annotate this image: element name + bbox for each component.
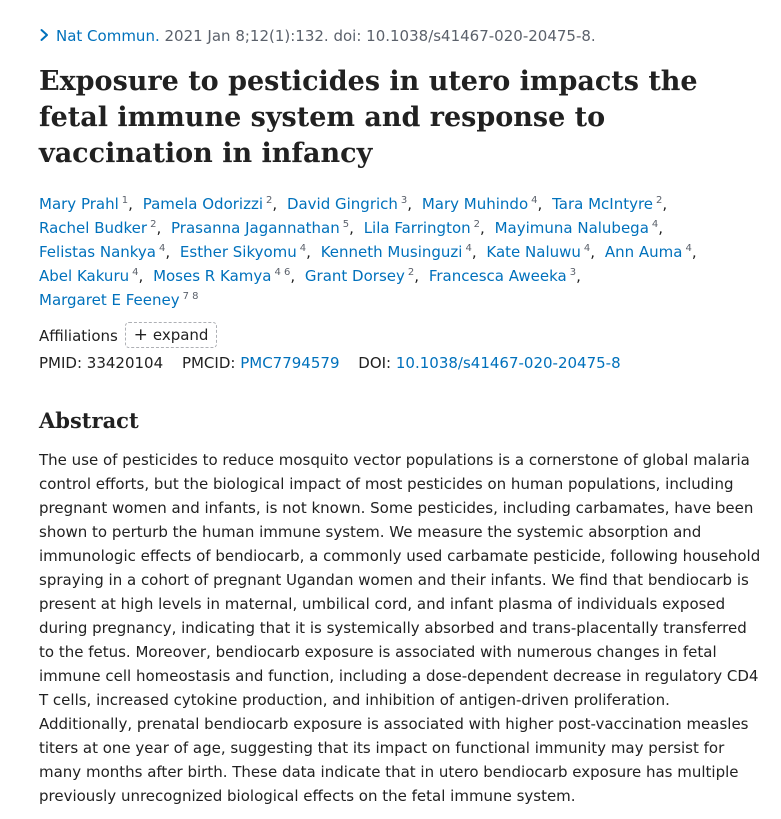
author [287, 195, 417, 213]
author-affiliation-ref[interactable]: 4 [465, 243, 472, 254]
author-separator: , [272, 195, 278, 213]
author-separator: , [306, 243, 311, 261]
author [486, 243, 600, 261]
author-separator: , [349, 219, 354, 237]
author-link[interactable]: Prasanna Jagannathan [171, 219, 340, 237]
author-separator: , [414, 267, 420, 285]
author [321, 243, 482, 261]
author-link[interactable]: Francesca Aweeka [428, 267, 567, 285]
author [429, 267, 586, 285]
author-affiliation-ref[interactable]: 2 [407, 267, 415, 278]
affiliations-row [39, 322, 217, 350]
author-affiliation-ref[interactable]: 5 [342, 219, 350, 230]
journal-link[interactable]: Nat Commun. [56, 27, 160, 45]
identifiers-row [39, 352, 621, 374]
author-link[interactable]: Abel Kakuru [39, 267, 130, 285]
citation-line [39, 26, 769, 46]
pmid-label: PMID: [39, 354, 83, 372]
author-separator: , [480, 219, 485, 237]
article-title: Exposure to pesticides in utero impacts the fetal immune system and response to vaccination in infancy [39, 66, 698, 169]
author-separator: , [138, 267, 144, 285]
doi-group [358, 354, 620, 372]
author-affiliation-ref[interactable]: 4 [132, 267, 139, 278]
author-link[interactable]: Lila Farrington [363, 219, 471, 237]
author-separator: , [658, 219, 664, 237]
author-affiliation-ref[interactable]: 4 6 [274, 267, 291, 278]
author-link[interactable]: Margaret E Feeney [39, 291, 180, 309]
author-affiliation-ref[interactable]: 3 [569, 267, 577, 278]
author [364, 219, 490, 237]
author [180, 243, 316, 261]
author-affiliation-ref[interactable]: 3 [400, 195, 408, 206]
doi-label: DOI: [358, 354, 392, 372]
author-separator: , [590, 243, 596, 261]
author-affiliation-ref[interactable]: 2 [266, 195, 273, 206]
author [39, 195, 138, 213]
author [153, 267, 300, 285]
author-separator: , [576, 267, 581, 285]
pmcid-link[interactable]: PMC7794579 [240, 354, 340, 372]
citation-details: 2021 Jan 8;12(1):132. doi: 10.1038/s41467-020-20475-8. [159, 27, 596, 45]
author-link[interactable]: Tara McIntyre [552, 195, 654, 213]
author-separator: , [407, 195, 413, 213]
author-link[interactable]: Mary Muhindo [421, 195, 529, 213]
author-link[interactable]: Esther Sikyomu [179, 243, 297, 261]
author-link[interactable]: Kenneth Musinguzi [320, 243, 463, 261]
author-separator: , [471, 243, 477, 261]
author-affiliation-ref[interactable]: 2 [473, 219, 481, 230]
author-separator: , [290, 267, 296, 285]
author-link[interactable]: David Gingrich [286, 195, 398, 213]
author-link[interactable]: Mary Prahl [39, 195, 119, 213]
author-link[interactable]: Pamela Odorizzi [142, 195, 263, 213]
author-link[interactable]: Ann Auma [604, 243, 683, 261]
author [39, 219, 166, 237]
abstract-heading: Abstract [39, 408, 139, 433]
author-affiliation-ref[interactable]: 4 [685, 243, 692, 254]
author-affiliation-ref[interactable]: 4 [299, 243, 307, 254]
author [552, 195, 672, 213]
author-link[interactable]: Moses R Kamya [153, 267, 272, 285]
author [143, 195, 282, 213]
author-separator: , [128, 195, 133, 213]
author-link[interactable]: Felistas Nankya [39, 243, 156, 261]
author-link[interactable]: Kate Naluwu [486, 243, 581, 261]
author [305, 267, 424, 285]
author-affiliation-ref[interactable]: 4 [158, 243, 166, 254]
authors-list [39, 192, 739, 312]
pmcid-label: PMCID: [181, 354, 236, 372]
author [39, 267, 148, 285]
author [171, 219, 359, 237]
author [39, 291, 199, 309]
expand-label: expand [152, 326, 209, 344]
author-affiliation-ref[interactable]: 2 [150, 219, 157, 230]
pmid-group [39, 354, 163, 372]
author-separator: , [537, 195, 543, 213]
affiliations-label: Affiliations [39, 327, 118, 345]
chevron-right-icon[interactable] [39, 28, 50, 42]
author [495, 219, 668, 237]
author-separator: , [165, 243, 171, 261]
plus-icon: + [133, 325, 148, 345]
author [422, 195, 547, 213]
author-affiliation-ref[interactable]: 4 [583, 243, 591, 254]
author-separator: , [156, 219, 162, 237]
pmcid-group [182, 354, 340, 372]
author-affiliation-ref[interactable]: 1 [121, 195, 129, 206]
author-link[interactable]: Grant Dorsey [304, 267, 405, 285]
author-link[interactable]: Rachel Budker [39, 219, 148, 237]
abstract-text: The use of pesticides to reduce mosquito vector populations is a cornerstone of global malaria control efforts, but the biological impact of most pesticides on human populations, including pregnant women and infants, is not known. Some pesticides, including carbamates, have been shown to perturb the human immune system. We measure the systemic absorption and immunologic effects of bendiocarb, a commonly used carbamate pesticide, following household spraying in a cohort of pregnant Ugandan women and their infants. We find that bendiocarb is present at high levels in maternal, umbilical cord, and infant plasma of individuals exposed during pregnancy, indicating that it is systemically absorbed and trans-placentally transferred to the fetus. Moreover, bendiocarb exposure is associated with numerous changes in fetal immune cell homeostasis and function, including a dose-dependent decrease in regulatory CD4 T cells, increased cytokine production, and inhibition of antigen-driven proliferation. Additionally, prenatal bendiocarb exposure is associated with higher post-vaccination measles titers at one year of age, suggesting that its impact on functional immunity may persist for many months after birth. These data indicate that in utero bendiocarb exposure has multiple previously unrecognized biological effects on the fetal immune system. [39, 451, 761, 805]
author-affiliation-ref[interactable]: 4 [651, 219, 659, 230]
pmid-value: 33420104 [86, 354, 164, 372]
author-separator: , [691, 243, 697, 261]
author [605, 243, 702, 261]
affiliations-expand-button[interactable] [125, 322, 218, 348]
author-separator: , [662, 195, 668, 213]
doi-link[interactable]: 10.1038/s41467-020-20475-8 [395, 354, 621, 372]
author-link[interactable]: Mayimuna Nalubega [494, 219, 649, 237]
author-affiliation-ref[interactable]: 4 [531, 195, 538, 206]
author-affiliation-ref[interactable]: 2 [656, 195, 663, 206]
author-affiliation-ref[interactable]: 7 8 [182, 291, 199, 302]
author [39, 243, 175, 261]
